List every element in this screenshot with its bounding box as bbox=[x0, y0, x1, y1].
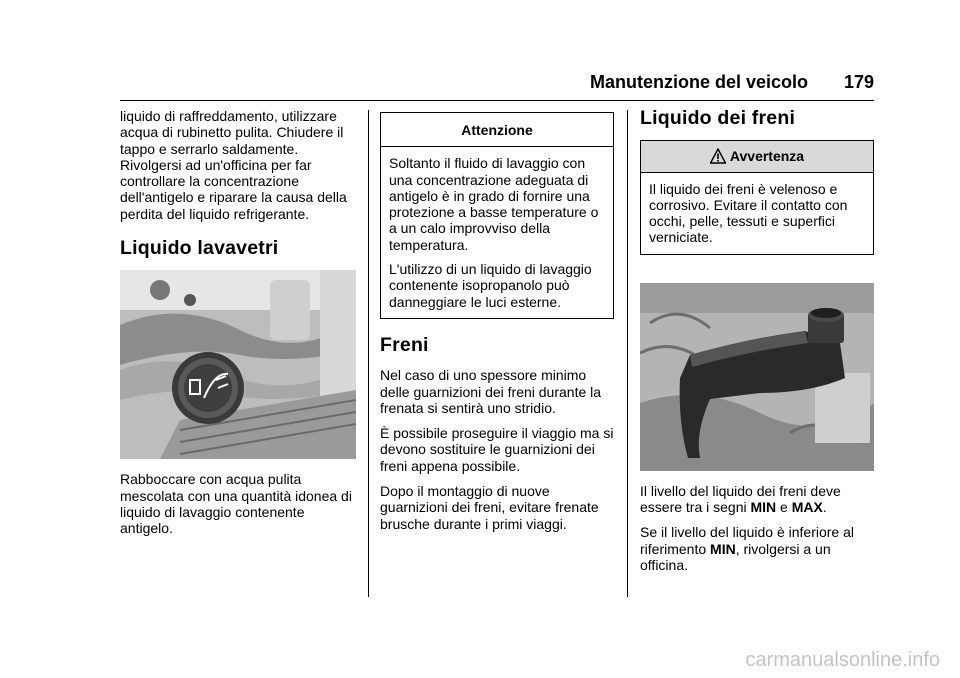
warning-text: Il liquido dei freni è velenoso e corrosivo. Evitare il contatto con occhi, pelle, tessuti e superfici verniciate. bbox=[649, 180, 848, 246]
max-mark: MAX bbox=[791, 499, 823, 516]
warning-box bbox=[640, 140, 874, 254]
brakes-paragraph-1: Nel caso di uno spessore minimo delle guarnizioni dei freni durante la frenata si sentirà uno stridio. bbox=[380, 367, 602, 416]
brake-low-text: Se il livello del liquido è inferiore al riferimento bbox=[640, 524, 855, 557]
chapter-title: Manutenzione del veicolo bbox=[589, 72, 808, 92]
warning-title-row bbox=[641, 141, 873, 172]
brake-low-text-end: , rivolgersi a un officina. bbox=[640, 540, 831, 573]
brakes-heading: Freni bbox=[380, 333, 429, 356]
brakes-paragraph-3: Dopo il montaggio di nuove guarnizioni dei freni, evitare frenate brusche durante i primi viaggi. bbox=[380, 483, 599, 532]
washer-fluid-reservoir-photo bbox=[120, 270, 356, 459]
attention-box bbox=[380, 112, 614, 319]
page-header bbox=[120, 70, 874, 101]
brake-low-paragraph bbox=[640, 524, 874, 573]
attention-title: Attenzione bbox=[381, 113, 613, 147]
brake-fluid-heading: Liquido dei freni bbox=[640, 107, 796, 129]
min-mark: MIN bbox=[750, 499, 777, 516]
column-divider-2 bbox=[627, 110, 628, 597]
warning-icon bbox=[710, 148, 726, 164]
attention-paragraph-1: Soltanto il fluido di lavaggio con una concentrazione adeguata di antigelo è in grado di fornire una protezione a basse temperature o a un calo improvviso della temperatura. bbox=[389, 155, 599, 253]
washer-fluid-caption: Rabboccare con acqua pulita mescolata con una quantità idonea di liquido di lavaggio contenente antigelo. bbox=[120, 471, 352, 537]
column-divider-1 bbox=[368, 110, 369, 597]
min-reference: MIN bbox=[710, 540, 736, 557]
brake-level-text-mid: e bbox=[776, 499, 792, 516]
washer-fluid-heading: Liquido lavavetri bbox=[120, 237, 279, 260]
brake-level-paragraph bbox=[640, 483, 874, 516]
attention-paragraph-2: L'utilizzo di un liquido di lavaggio contenente isopropanolo può danneggiare le luci esterne. bbox=[389, 261, 592, 310]
watermark: carmanualsonline.info bbox=[745, 649, 940, 671]
page-number: 179 bbox=[843, 72, 874, 92]
brakes-paragraph-2: È possibile proseguire il viaggio ma si devono sostituire le guarnizioni dei freni appena possibile. bbox=[380, 425, 614, 474]
warning-title: Avvertenza bbox=[729, 148, 805, 165]
brake-fluid-reservoir-photo bbox=[640, 283, 874, 471]
column-1 bbox=[120, 108, 356, 546]
brake-level-text: Il livello del liquido dei freni deve essere tra i segni bbox=[640, 482, 841, 516]
column-3 bbox=[640, 108, 874, 582]
coolant-paragraph: liquido di raffreddamento, utilizzare acqua di rubinetto pulita. Chiudere il tappo e serrarlo saldamente. Rivolgersi ad un'officina per far controllare la concentrazione dell'antigelo e riparare la causa della perdita del liquido refrigerante. bbox=[120, 108, 347, 222]
brake-level-text-end: . bbox=[822, 499, 827, 516]
column-2 bbox=[380, 112, 614, 541]
